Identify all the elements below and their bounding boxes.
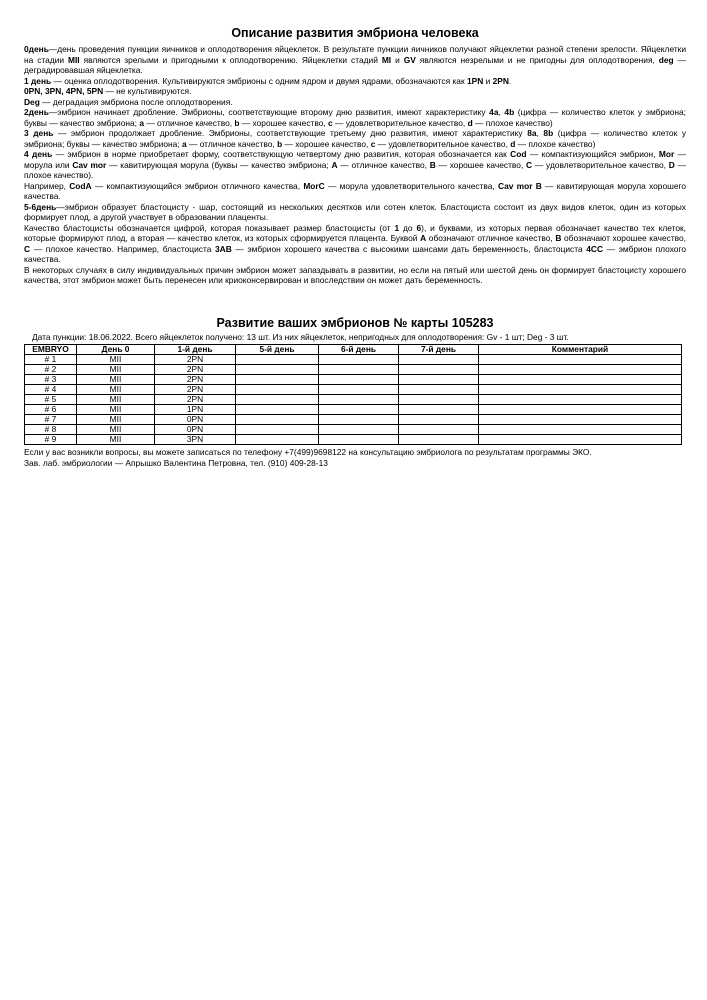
table-cell: # 8 bbox=[25, 424, 77, 434]
bold-term: 4b bbox=[504, 107, 515, 117]
text-run: — плохое качество. Например, бластоциста bbox=[30, 243, 215, 254]
table-cell: # 2 bbox=[25, 364, 77, 374]
text-run: — эмбрион в норме приобретает форму, соответствующую четвертому дню развития, которая обозначается как bbox=[52, 149, 511, 159]
bold-term: 0день bbox=[24, 44, 49, 54]
text-run: и bbox=[391, 54, 404, 65]
text-run: (цифра — количество клеток у эмбриона; буквы — качество эмбриона; bbox=[24, 128, 687, 149]
footer bbox=[24, 447, 686, 469]
table-cell: MII bbox=[77, 424, 155, 434]
bold-term: Cav mor bbox=[72, 159, 107, 170]
description-paragraph bbox=[24, 44, 686, 76]
text-run: до bbox=[399, 222, 417, 233]
table-row bbox=[25, 364, 682, 374]
column-header: День 0 bbox=[77, 344, 155, 354]
table-cell bbox=[319, 434, 399, 444]
table-cell: MII bbox=[77, 434, 155, 444]
bold-term: 4a bbox=[489, 107, 499, 117]
table-cell: # 3 bbox=[25, 374, 77, 384]
column-header: 5-й день bbox=[236, 344, 319, 354]
table-cell: # 7 bbox=[25, 414, 77, 424]
table-cell bbox=[479, 404, 682, 414]
text-run: В некоторых случаях в силу индивидуальных причин эмбрион может запаздывать в развитии, но если на пятый или шестой день он формирует бластоцисту хорошего качества, этот эмбрион может быть перенесен или криоконсервирован и впоследствии он может дать беременность. bbox=[24, 264, 686, 285]
table-cell bbox=[236, 394, 319, 404]
bold-term: C bbox=[24, 243, 31, 254]
table-cell bbox=[236, 374, 319, 384]
bold-term: MII bbox=[68, 54, 80, 65]
table-cell bbox=[236, 434, 319, 444]
text-run: — эмбрион продолжает дробление. Эмбрионы, соответствующие третьему дню развития, имеют характеристику bbox=[53, 128, 528, 138]
bold-term: 2день bbox=[24, 107, 49, 117]
table-cell bbox=[479, 434, 682, 444]
text-run: обозначают отличное качество, bbox=[426, 233, 556, 243]
table-cell bbox=[399, 354, 479, 364]
bold-term: 4CC bbox=[586, 243, 604, 254]
description-paragraph bbox=[24, 181, 686, 202]
table-cell bbox=[399, 364, 479, 374]
table-cell bbox=[319, 404, 399, 414]
bold-term: GV bbox=[403, 54, 416, 65]
description-paragraph bbox=[24, 223, 686, 265]
text-run: — деградировавшая яйцеклетка. bbox=[24, 54, 686, 75]
footer-contact: Если у вас возникли вопросы, вы можете записаться по телефону +7(499)9698122 на консультацию эмбриолога по результатам программы ЭКО. bbox=[24, 446, 592, 457]
text-run: — компактизующийся эмбрион, bbox=[526, 149, 659, 159]
table-cell bbox=[319, 384, 399, 394]
puncture-info: Дата пункции: 18.06.2022. Всего яйцеклеток получено: 13 шт. Из них яйцеклеток, непригодных для оплодотворения: Gv - 1 шт; Deg - 3 шт. bbox=[32, 331, 569, 342]
table-row bbox=[25, 384, 682, 394]
text-run: Например, bbox=[24, 180, 70, 191]
bold-term: d bbox=[510, 138, 516, 149]
table-cell bbox=[236, 404, 319, 414]
description-section bbox=[24, 44, 686, 286]
column-header: 1-й день bbox=[155, 344, 236, 354]
bold-term: D bbox=[668, 159, 675, 170]
bold-term: Cod bbox=[510, 149, 527, 159]
table-cell bbox=[479, 384, 682, 394]
bold-term: 1PN bbox=[466, 75, 484, 86]
page-title: Описание развития эмбриона человека bbox=[231, 26, 479, 40]
column-header: 7-й день bbox=[399, 344, 479, 354]
text-run: — плохое качество). bbox=[24, 159, 686, 180]
text-run: являются незрелыми и не пригодны для оплодотворения, bbox=[415, 54, 659, 65]
bold-term: 3 день bbox=[24, 128, 54, 138]
table-cell bbox=[479, 394, 682, 404]
text-run: — оценка оплодотворения. Культивируются эмбрионы с одним ядром и двумя ядрами, обозначаются как bbox=[51, 75, 467, 86]
table-cell bbox=[236, 354, 319, 364]
bold-term: 1 день bbox=[24, 75, 52, 86]
table-row bbox=[25, 374, 682, 384]
text-run: — морула или bbox=[24, 149, 687, 170]
bold-term: 5-6день bbox=[24, 201, 57, 212]
table-cell bbox=[399, 374, 479, 384]
bold-term: c bbox=[370, 138, 376, 149]
table-cell: MII bbox=[77, 374, 155, 384]
bold-term: c bbox=[328, 117, 333, 128]
bold-term: MI bbox=[381, 54, 392, 65]
table-cell: MII bbox=[77, 414, 155, 424]
bold-term: Mor bbox=[658, 149, 675, 159]
column-header: Комментарий bbox=[479, 344, 682, 354]
table-cell: 2PN bbox=[155, 384, 236, 394]
bold-term: 4 день bbox=[24, 149, 53, 159]
bold-term: 6 bbox=[416, 222, 422, 233]
bold-term: 8b bbox=[543, 128, 554, 138]
table-cell: 0PN bbox=[155, 414, 236, 424]
bold-term: C bbox=[526, 159, 533, 170]
bold-term: 3AB bbox=[214, 243, 232, 254]
table-cell bbox=[479, 364, 682, 374]
text-run: —эмбрион образует бластоцисту - шар, состоящий из нескольких десятков или сотен клеток. Бластоциста состоит из двух видов клеток, один из которых формирует плод, а другой участвует в образовании плаценты. bbox=[24, 201, 686, 222]
section-title: Развитие ваших эмбрионов № карты 105283 bbox=[216, 315, 494, 330]
table-cell bbox=[399, 384, 479, 394]
bold-term: d bbox=[467, 117, 473, 128]
embryo-table bbox=[24, 344, 682, 445]
bold-term: A bbox=[331, 159, 338, 170]
table-cell bbox=[479, 414, 682, 424]
bold-term: Cav mor B bbox=[498, 180, 542, 191]
description-paragraph bbox=[24, 97, 686, 108]
table-cell: # 6 bbox=[25, 404, 77, 414]
table-cell: # 5 bbox=[25, 394, 77, 404]
table-body bbox=[25, 354, 682, 444]
bold-term: B bbox=[555, 233, 562, 243]
text-run: Качество бластоцисты обозначается цифрой, которая показывает размер бластоцисты (от bbox=[24, 222, 395, 233]
table-cell: MII bbox=[77, 394, 155, 404]
bold-term: Deg bbox=[24, 96, 40, 107]
table-cell bbox=[319, 414, 399, 424]
table-cell: 1PN bbox=[155, 404, 236, 414]
text-run: — морула удовлетворительного качества, bbox=[324, 180, 499, 191]
table-cell bbox=[236, 364, 319, 374]
description-paragraph bbox=[24, 76, 686, 87]
description-paragraph bbox=[24, 128, 686, 149]
table-row bbox=[25, 354, 682, 364]
table-cell: MII bbox=[77, 384, 155, 394]
bold-term: 0PN, 3PN, 4PN, 5PN bbox=[24, 86, 104, 96]
text-run: —эмбрион начинает дробление. Эмбрионы, соответствующие второму дню развития, имеют характеристику bbox=[48, 107, 490, 117]
table-cell bbox=[399, 414, 479, 424]
description-paragraph bbox=[24, 107, 686, 128]
description-paragraph bbox=[24, 149, 686, 181]
column-header: 6-й день bbox=[319, 344, 399, 354]
bold-term: CodA bbox=[69, 180, 92, 191]
text-run: — удовлетворительное качество, bbox=[332, 117, 468, 128]
text-run: — деградация эмбриона после оплодотворения. bbox=[39, 96, 233, 107]
bold-term: 8a bbox=[527, 128, 537, 138]
table-cell bbox=[479, 374, 682, 384]
text-run: обозначают хорошее качество, bbox=[561, 233, 686, 243]
bold-term: 1 bbox=[394, 222, 400, 233]
table-cell bbox=[479, 354, 682, 364]
table-cell: 2PN bbox=[155, 364, 236, 374]
text-run: — плохое качество) bbox=[515, 138, 596, 149]
footer-signature: Зав. лаб. эмбриологии — Апрышко Валентина Петровна, тел. (910) 409-28-13 bbox=[24, 457, 328, 468]
text-run: — эмбрион хорошего качества с высокими шансами дать беременность, бластоциста bbox=[231, 243, 587, 254]
bold-term: 2PN bbox=[492, 75, 509, 86]
table-cell bbox=[399, 434, 479, 444]
table-cell: # 1 bbox=[25, 354, 77, 364]
table-cell bbox=[399, 394, 479, 404]
table-cell: 2PN bbox=[155, 394, 236, 404]
bold-term: A bbox=[420, 233, 427, 243]
bold-term: B bbox=[429, 159, 436, 170]
table-cell: 2PN bbox=[155, 374, 236, 384]
document-page bbox=[24, 26, 686, 469]
description-paragraph bbox=[24, 202, 686, 223]
text-run: — кавитирующая морула хорошего качества. bbox=[24, 180, 687, 201]
bold-term: b bbox=[277, 138, 283, 149]
table-cell: # 4 bbox=[25, 384, 77, 394]
text-run: — не культивируются. bbox=[103, 86, 192, 96]
table-cell: 3PN bbox=[155, 434, 236, 444]
text-run: — хорошее качество, bbox=[435, 159, 527, 170]
table-cell: 0PN bbox=[155, 424, 236, 434]
bold-term: deg bbox=[658, 54, 674, 65]
description-paragraph bbox=[24, 265, 686, 286]
text-run: — удовлетворительное качество, bbox=[532, 159, 669, 170]
table-row bbox=[25, 434, 682, 444]
table-row bbox=[25, 394, 682, 404]
table-row bbox=[25, 414, 682, 424]
text-run: — компактизующийся эмбрион отличного качества, bbox=[91, 180, 304, 191]
text-run: — кавитирующая морула (буквы — качество эмбриона; bbox=[106, 159, 332, 170]
text-run: — плохое качество) bbox=[472, 117, 553, 128]
text-run: — отличное качество, bbox=[186, 138, 278, 149]
column-header: EMBRYO bbox=[25, 344, 77, 354]
text-run: —день проведения пункции яичников и оплодотворения яйцеклеток. В результате пункции яичников получают яйцеклетки разной степени зрелости. Яйцеклетки на стадии bbox=[24, 44, 686, 65]
table-cell bbox=[479, 424, 682, 434]
table-cell: MII bbox=[77, 364, 155, 374]
table-cell: # 9 bbox=[25, 434, 77, 444]
table-header-row bbox=[25, 344, 682, 354]
text-run: — отличное качество, bbox=[144, 117, 235, 128]
table-cell bbox=[319, 394, 399, 404]
table-cell: MII bbox=[77, 404, 155, 414]
bold-term: a bbox=[139, 117, 145, 128]
table-row bbox=[25, 424, 682, 434]
text-run: (цифра — количество клеток у эмбриона; буквы — качество эмбриона; bbox=[24, 107, 687, 128]
text-run: . bbox=[508, 75, 512, 86]
text-run: , bbox=[536, 128, 544, 138]
table-cell bbox=[319, 374, 399, 384]
text-run: — отличное качество, bbox=[337, 159, 430, 170]
table-cell: MII bbox=[77, 354, 155, 364]
bold-term: a bbox=[182, 138, 187, 149]
text-run: ), и буквами, из которых первая обозначает качество тех клеток, которые формируют плод, а вторая — качество клеток, из которых сформируется плацента. Буквой bbox=[24, 222, 687, 243]
table-cell bbox=[236, 424, 319, 434]
text-run: и bbox=[483, 75, 493, 86]
bold-term: b bbox=[234, 117, 240, 128]
table-cell bbox=[236, 414, 319, 424]
table-cell bbox=[399, 404, 479, 414]
table-cell bbox=[319, 424, 399, 434]
text-run: — эмбрион плохого качества. bbox=[24, 243, 686, 264]
text-run: — хорошее качество, bbox=[239, 117, 329, 128]
text-run: являются зрелыми и пригодными к оплодотворению. Яйцеклетки стадий bbox=[79, 54, 382, 65]
text-run: — удовлетворительное качество, bbox=[375, 138, 511, 149]
table-cell bbox=[399, 424, 479, 434]
text-run: , bbox=[498, 107, 505, 117]
description-paragraph bbox=[24, 86, 686, 97]
table-cell bbox=[236, 384, 319, 394]
table-cell bbox=[319, 364, 399, 374]
text-run: — хорошее качество, bbox=[282, 138, 371, 149]
bold-term: MorC bbox=[303, 180, 325, 191]
table-cell bbox=[319, 354, 399, 364]
table-row bbox=[25, 404, 682, 414]
table-cell: 2PN bbox=[155, 354, 236, 364]
